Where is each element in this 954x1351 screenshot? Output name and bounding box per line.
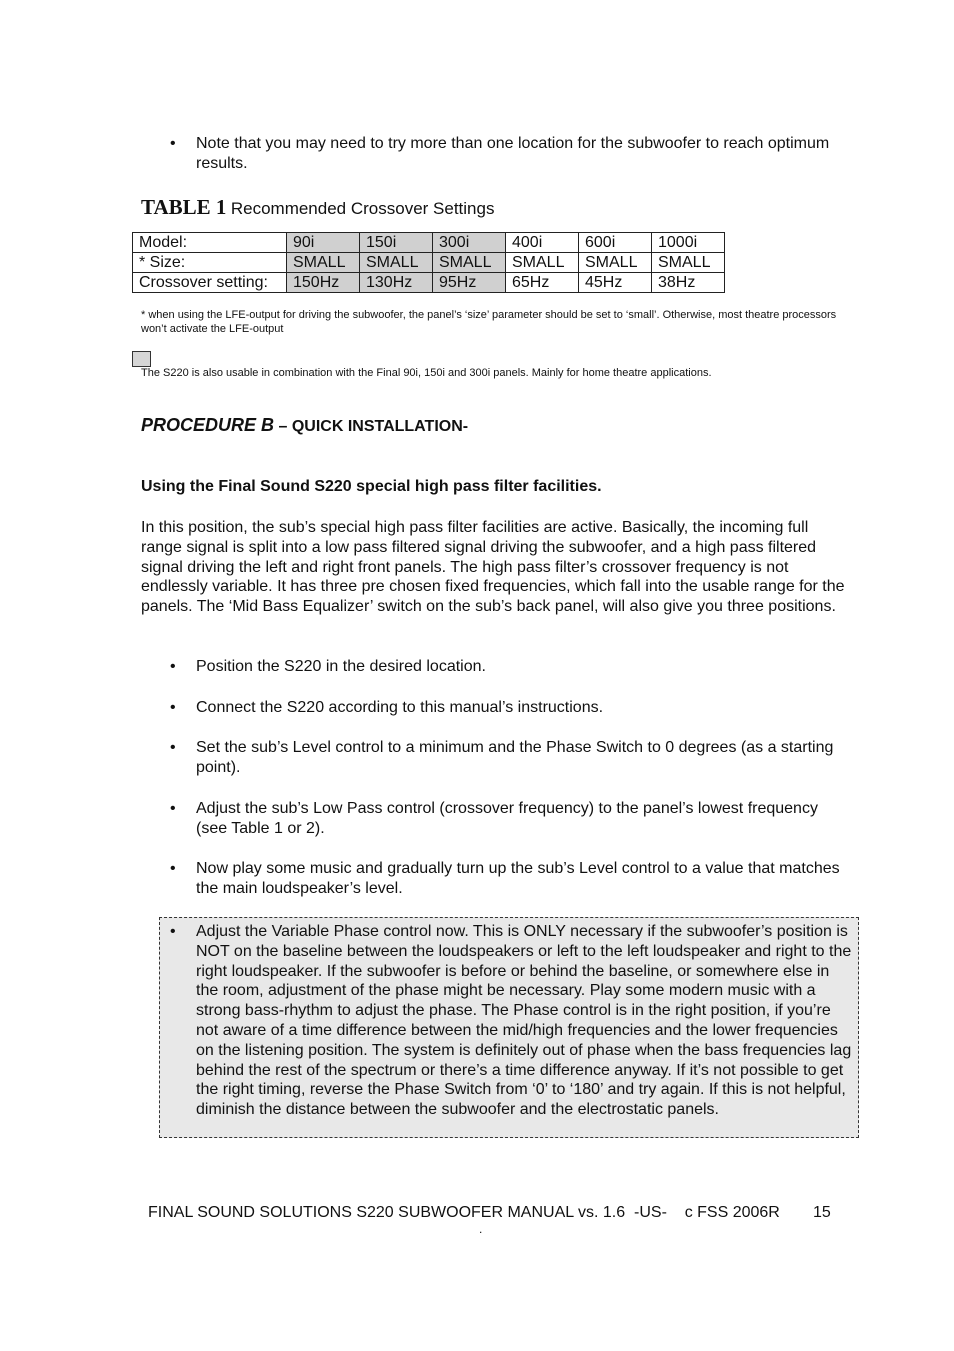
table-cell: SMALL [433, 253, 506, 273]
list-item [170, 698, 840, 718]
section-subheading: Using the Final Sound S220 special high pass filter facilities. [141, 478, 602, 495]
table-row [133, 253, 725, 273]
procedure-heading [141, 415, 468, 436]
list-item [170, 799, 840, 839]
list-item [170, 657, 840, 677]
intro-bullet [170, 134, 840, 174]
table-caption-title: Recommended Crossover Settings [230, 199, 495, 218]
table-cell: 150i [360, 233, 433, 253]
table-cell: SMALL [287, 253, 360, 273]
intro-bullet-text: Note that you may need to try more than one location for the subwoofer to reach optimum results. [196, 135, 830, 172]
page-footer: FINAL SOUND SOLUTIONS S220 SUBWOOFER MANUAL vs. 1.6 -US- c FSS 2006R [148, 1204, 780, 1221]
list-item [170, 738, 840, 778]
table-footnote: * when using the LFE-output for driving the subwoofer, the panel’s ‘size’ parameter should be set to ‘small’. Otherwise, most theatre processors won’t activate the LFE-output [141, 309, 837, 335]
bullet-marker: • [170, 135, 176, 152]
table-cell: 300i [433, 233, 506, 253]
step-text: Connect the S220 according to this manual’s instructions. [196, 699, 604, 716]
table-row [133, 233, 725, 253]
bullet-marker: • [170, 923, 176, 940]
table-cell: 45Hz [579, 273, 652, 293]
table-caption-label: TABLE 1 [141, 195, 227, 219]
step-text: Now play some music and gradually turn up the sub’s Level control to a value that matches the main loudspeaker’s level. [196, 860, 840, 897]
boxed-step-text: Adjust the Variable Phase control now. This is ONLY necessary if the subwoofer’s position is NOT on the baseline between the loudspeakers or left to the left loudspeaker and right to the right loudspeaker. If the subwoofer is before or behind the baseline, or somewhere else in the room, adjustment of the phase might be necessary. Play some modern music with a strong bass-rhythm to adjust the phase. The Phase control is in the right position, if you’re not aware of a time difference between the mid/high frequencies and the lower frequencies on the listening position. The system is definitely out of phase when the bass frequencies lag behind the rest of the spectrum or there’s a time difference anyway. If it’s not possible to get the right timing, reverse the Phase Switch from ‘0’ to ‘180’ and try again. If this is not helpful, diminish the distance between the subwoofer and the electrostatic panels. [196, 923, 852, 1119]
row-header: * Size: [133, 253, 287, 273]
list-item [170, 922, 852, 1120]
table-cell: 95Hz [433, 273, 506, 293]
page-number: 15 [813, 1204, 831, 1221]
step-text: Position the S220 in the desired location. [196, 658, 486, 675]
procedure-title: PROCEDURE B [141, 415, 275, 435]
row-header: Crossover setting: [133, 273, 287, 293]
table-cell: SMALL [652, 253, 725, 273]
intro-paragraph: In this position, the sub’s special high pass filter facilities are active. Basically, the incoming full range signal is split into a low pass filtered signal driving the subwoofer, and a high pass filtered signal driving the left and right front panels. The high pass filter’s crossover frequency is not endlessly variable. It has three pre chosen fixed frequencies, which fall into the usable range for the panels. The ‘Mid Bass Equalizer’ switch on the sub’s back panel, will also give you three positions. [141, 519, 845, 616]
table-cell: SMALL [506, 253, 579, 273]
table-cell: 130Hz [360, 273, 433, 293]
annotation-box [132, 351, 151, 367]
s220-note: The S220 is also usable in combination with the Final 90i, 150i and 300i panels. Mainly for home theatre applications. [141, 367, 712, 379]
bullet-marker: • [170, 658, 176, 675]
table-cell: 65Hz [506, 273, 579, 293]
table-cell: 150Hz [287, 273, 360, 293]
table-cell: 1000i [652, 233, 725, 253]
bullet-marker: • [170, 739, 176, 756]
table-cell: 400i [506, 233, 579, 253]
table-cell: SMALL [579, 253, 652, 273]
table-cell: SMALL [360, 253, 433, 273]
bullet-marker: • [170, 860, 176, 877]
bullet-marker: • [170, 699, 176, 716]
table-cell: 38Hz [652, 273, 725, 293]
list-item [170, 859, 840, 899]
table-caption [141, 195, 494, 220]
crossover-table [132, 232, 725, 293]
procedure-subtitle: – QUICK INSTALLATION- [278, 418, 469, 435]
step-text: Set the sub’s Level control to a minimum and the Phase Switch to 0 degrees (as a starting point). [196, 739, 834, 776]
row-header: Model: [133, 233, 287, 253]
table-cell: 90i [287, 233, 360, 253]
footer-dot: . [479, 1222, 483, 1236]
bullet-marker: • [170, 800, 176, 817]
step-text: Adjust the sub’s Low Pass control (crossover frequency) to the panel’s lowest frequency (see Table 1 or 2). [196, 800, 818, 837]
table-cell: 600i [579, 233, 652, 253]
table-row [133, 273, 725, 293]
